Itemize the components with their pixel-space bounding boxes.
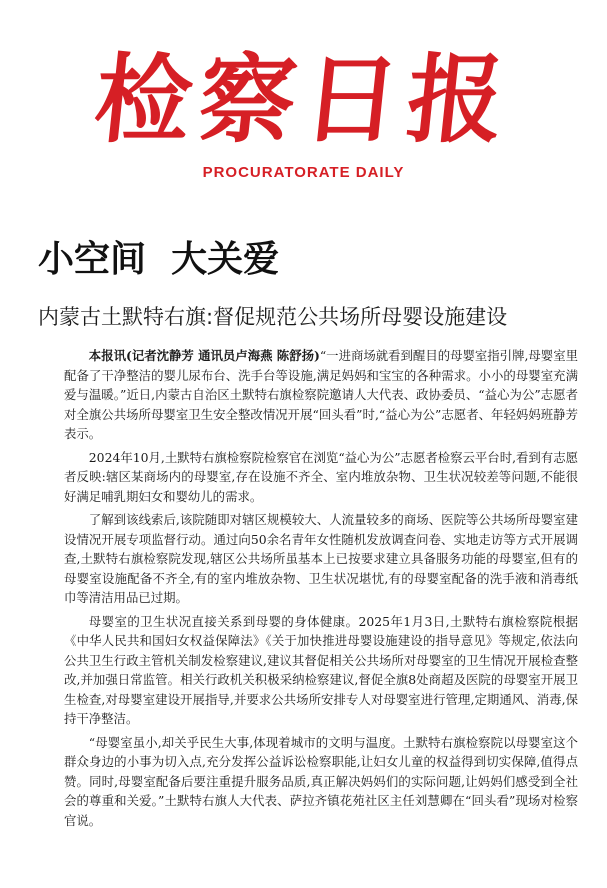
masthead-subtitle: PROCURATORATE DAILY: [202, 164, 405, 181]
headline: 小空间 大关爱: [38, 239, 280, 280]
masthead-title: 检察日报: [89, 43, 518, 156]
article-paragraph: 母婴室的卫生状况直接关系到母婴的身体健康。2025年1月3日,土默特右旗检察院根据《中华人民共和国妇女权益保障法》《关于加快推进母婴设施建设的指导意见》等规定,依法向公共卫生行政主管机关制发检察建议,建议其督促相关公共场所对母婴室的卫生情况开展检查整改,并加强日常监管。相关行政机关积极采纳检察建议,督促全旗8处商超及医院的母婴室开展卫生检查,对母婴室建设开展指导,并要求公共场所安排专人对母婴室进行管理,定期通风、消毒,保持干净整洁。: [64, 613, 578, 726]
article-paragraph: “母婴室虽小,却关乎民生大事,体现着城市的文明与温度。土默特右旗检察院以母婴室这个群众身边的小事为切入点,充分发挥公益诉讼检察职能,让妇女儿童的权益得到切实保障,值得点赞。同时,母婴室配备后要注重提升服务品质,真正解决妈妈们的实际问题,让妈妈们感受到全社会的尊重和关爱。”土默特右旗人大代表、萨拉齐镇花苑社区主任刘慧卿在“回头看”现场对检察官说。: [64, 734, 578, 828]
masthead: [0, 40, 607, 220]
article-body: [64, 346, 578, 834]
paragraph-text: “一进商场就看到醒目的母婴室指引牌,母婴室里配备了干净整洁的婴儿尿布台、洗手台等设施,满足妈妈和宝宝的各种需求。小小的母婴室充满爱与温暖。”近日,内蒙古自治区土默特右旗检察院邀请人大代表、政协委员、“益心为公”志愿者对全旗公共场所母婴室卫生安全整改情况开展“回头看”时,“益心为公”志愿者、年轻妈妈班静芳表示。: [64, 348, 578, 441]
byline: 本报讯(记者沈静芳 通讯员卢海燕 陈舒扬): [88, 348, 320, 363]
article-paragraph: 2024年10月,土默特右旗检察院检察官在浏览“益心为公”志愿者检察云平台时,看到有志愿者反映:辖区某商场内的母婴室,存在设施不齐全、室内堆放杂物、卫生状况较差等问题,不能很好满足哺乳期妇女和婴幼儿的需求。: [64, 449, 578, 504]
article-paragraph: 了解到该线索后,该院随即对辖区规模较大、人流量较多的商场、医院等公共场所母婴室建设情况开展专项监督行动。通过向50余名青年女性随机发放调查问卷、实地走访等方式开展调查,土默特右旗检察院发现,辖区公共场所虽基本上已按要求建立具备服务功能的母婴室,但有的母婴室设施配备不齐全,有的室内堆放杂物、卫生状况堪忧,有的母婴室配备的洗手液和消毒纸巾等清洁用品已过期。: [64, 512, 578, 605]
subheadline: 内蒙古土默特右旗:督促规范公共场所母婴设施建设: [38, 305, 508, 329]
article-paragraph: [64, 346, 578, 444]
